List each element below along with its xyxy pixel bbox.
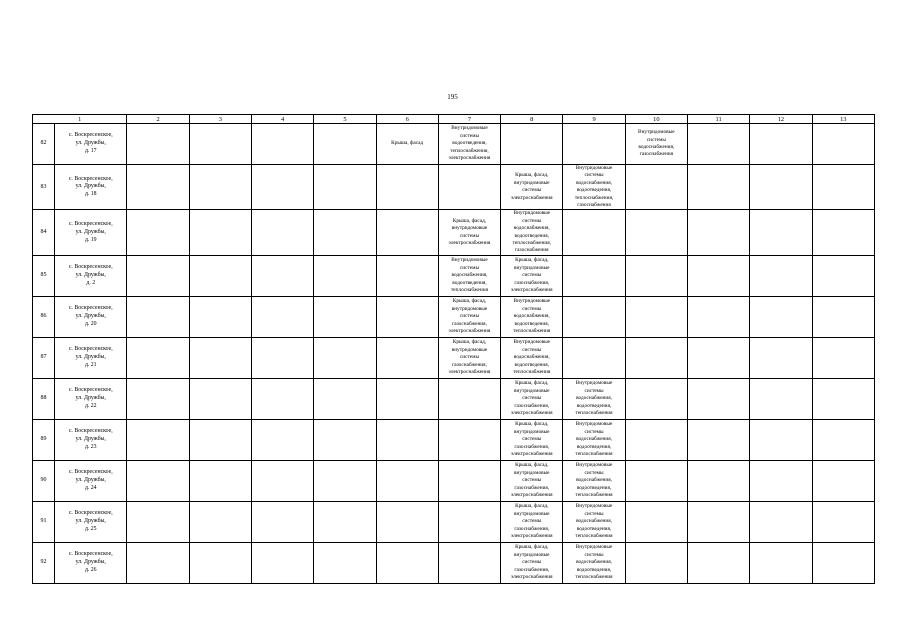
empty-cell — [687, 542, 749, 583]
column-header: 2 — [127, 115, 189, 124]
table-row — [33, 124, 875, 165]
row-number-cell: 84 — [33, 210, 55, 255]
work-cell — [376, 378, 438, 419]
work-cell — [563, 210, 625, 255]
empty-cell — [189, 165, 251, 210]
work-cell — [376, 337, 438, 378]
work-text: Внутридомовые системы водоснабжения, водоотведения, теплоснабжения, газоснабжения — [574, 165, 614, 209]
empty-cell — [750, 296, 812, 337]
address-cell — [55, 460, 127, 501]
empty-cell — [314, 378, 376, 419]
address-text: с. Воскресенское, ул. Дружбы, д. 18 — [68, 175, 113, 198]
empty-cell — [127, 124, 189, 165]
work-text: Крыша, фасад — [391, 140, 424, 147]
row-number-cell: 82 — [33, 124, 55, 165]
table-row — [33, 255, 875, 296]
work-text: Внутридомовые системы водоснабжения, водоотведения, теплоснабжения — [513, 298, 551, 334]
table-row — [33, 378, 875, 419]
page-number: 195 — [447, 93, 458, 101]
work-cell — [625, 501, 687, 542]
work-cell — [376, 165, 438, 210]
work-cell — [438, 542, 500, 583]
column-header: 1 — [33, 115, 127, 124]
empty-cell — [189, 501, 251, 542]
empty-cell — [687, 124, 749, 165]
empty-cell — [127, 210, 189, 255]
work-cell — [501, 296, 563, 337]
address-text: с. Воскресенское, ул. Дружбы, д. 22 — [68, 387, 113, 409]
table-row — [33, 337, 875, 378]
empty-cell — [314, 255, 376, 296]
work-cell — [376, 296, 438, 337]
work-cell — [438, 165, 500, 210]
work-text: Внутридомовые системы водоснабжения, водоотведения, теплоснабжения — [575, 544, 613, 580]
column-header: 11 — [687, 115, 749, 124]
table-row — [33, 460, 875, 501]
empty-cell — [750, 165, 812, 210]
table-row — [33, 501, 875, 542]
empty-cell — [189, 419, 251, 460]
address-cell — [55, 501, 127, 542]
work-text: Внутридомовые системы водоснабжения, водоотведения, теплоснабжения — [575, 421, 613, 457]
empty-cell — [750, 124, 812, 165]
row-number-cell: 88 — [33, 378, 55, 419]
work-cell — [501, 255, 563, 296]
empty-cell — [252, 501, 314, 542]
work-cell — [625, 419, 687, 460]
work-cell — [563, 255, 625, 296]
work-cell — [501, 542, 563, 583]
empty-cell — [189, 378, 251, 419]
empty-cell — [812, 210, 874, 255]
empty-cell — [687, 210, 749, 255]
empty-cell — [750, 337, 812, 378]
empty-cell — [687, 501, 749, 542]
work-text: Крыша, фасад, внутридомовые системы газоснабжения, электроснабжения — [510, 380, 553, 416]
work-cell — [563, 501, 625, 542]
empty-cell — [314, 542, 376, 583]
work-cell — [625, 210, 687, 255]
work-cell — [376, 501, 438, 542]
column-number-row — [33, 115, 875, 124]
address-text: с. Воскресенское, ул. Дружбы, д. 25 — [68, 510, 113, 532]
empty-cell — [252, 210, 314, 255]
work-text: Крыша, фасад, внутридомовые системы газоснабжения, электроснабжения — [510, 544, 553, 580]
address-text: с. Воскресенское, ул. Дружбы, д. 2 — [68, 264, 113, 286]
empty-cell — [314, 165, 376, 210]
work-text: Внутридомовые системы водоснабжения, водоотведения, теплоснабжения — [575, 380, 613, 416]
empty-cell — [812, 419, 874, 460]
empty-cell — [687, 255, 749, 296]
work-cell — [438, 210, 500, 255]
empty-cell — [812, 378, 874, 419]
column-header: 10 — [625, 115, 687, 124]
empty-cell — [189, 124, 251, 165]
address-text: с. Воскресенское, ул. Дружбы, д. 23 — [68, 428, 113, 450]
empty-cell — [127, 460, 189, 501]
work-cell — [625, 165, 687, 210]
empty-cell — [314, 337, 376, 378]
address-cell — [55, 124, 127, 165]
work-cell — [501, 378, 563, 419]
empty-cell — [314, 419, 376, 460]
row-number-cell: 85 — [33, 255, 55, 296]
address-cell — [55, 378, 127, 419]
empty-cell — [127, 337, 189, 378]
work-cell — [438, 378, 500, 419]
empty-cell — [750, 542, 812, 583]
column-header: 9 — [563, 115, 625, 124]
empty-cell — [252, 255, 314, 296]
empty-cell — [750, 501, 812, 542]
empty-cell — [252, 337, 314, 378]
empty-cell — [314, 296, 376, 337]
empty-cell — [127, 542, 189, 583]
work-cell — [438, 124, 500, 165]
empty-cell — [812, 501, 874, 542]
work-cell — [376, 255, 438, 296]
work-cell — [625, 337, 687, 378]
work-cell — [376, 419, 438, 460]
table-row — [33, 210, 875, 255]
column-header: 4 — [252, 115, 314, 124]
empty-cell — [314, 460, 376, 501]
work-cell — [376, 210, 438, 255]
address-cell — [55, 419, 127, 460]
address-cell — [55, 255, 127, 296]
address-cell — [55, 210, 127, 255]
address-cell — [55, 296, 127, 337]
work-cell — [563, 165, 625, 210]
empty-cell — [189, 337, 251, 378]
empty-cell — [750, 210, 812, 255]
work-cell — [438, 337, 500, 378]
column-header: 7 — [438, 115, 500, 124]
empty-cell — [127, 419, 189, 460]
empty-cell — [189, 210, 251, 255]
empty-cell — [127, 296, 189, 337]
work-cell — [625, 460, 687, 501]
work-cell — [625, 255, 687, 296]
work-cell — [438, 460, 500, 501]
work-text: Крыша, фасад, внутридомовые системы электроснабжения — [510, 172, 553, 201]
work-cell — [438, 419, 500, 460]
empty-cell — [189, 460, 251, 501]
work-text: Крыша, фасад, внутридомовые системы газоснабжения, электроснабжения — [510, 503, 553, 539]
work-cell — [563, 296, 625, 337]
work-cell — [438, 255, 500, 296]
row-number-cell: 89 — [33, 419, 55, 460]
row-number-cell: 86 — [33, 296, 55, 337]
empty-cell — [127, 501, 189, 542]
work-cell — [376, 460, 438, 501]
empty-cell — [812, 460, 874, 501]
work-text: Крыша, фасад, внутридомовые системы газоснабжения, электроснабжения — [448, 339, 491, 375]
empty-cell — [687, 460, 749, 501]
row-number-cell: 83 — [33, 165, 55, 210]
empty-cell — [687, 165, 749, 210]
empty-cell — [750, 460, 812, 501]
empty-cell — [812, 296, 874, 337]
column-header: 13 — [812, 115, 874, 124]
work-text: Крыша, фасад, внутридомовые системы газоснабжения, электроснабжения — [510, 257, 553, 293]
empty-cell — [687, 419, 749, 460]
empty-cell — [127, 255, 189, 296]
work-text: Внутридомовые системы водоснабжения, газоснабжения — [638, 129, 675, 158]
column-header: 3 — [189, 115, 251, 124]
empty-cell — [127, 378, 189, 419]
empty-cell — [314, 501, 376, 542]
column-header: 6 — [376, 115, 438, 124]
empty-cell — [750, 419, 812, 460]
work-text: Крыша, фасад, внутридомовые системы газоснабжения, электроснабжения — [510, 462, 553, 498]
work-cell — [625, 378, 687, 419]
work-cell — [376, 542, 438, 583]
empty-cell — [812, 542, 874, 583]
empty-cell — [314, 124, 376, 165]
empty-cell — [252, 542, 314, 583]
work-cell — [563, 542, 625, 583]
work-cell — [563, 337, 625, 378]
empty-cell — [252, 378, 314, 419]
empty-cell — [812, 337, 874, 378]
work-text: Крыша, фасад, внутридомовые системы электроснабжения — [448, 217, 491, 247]
column-header: 5 — [314, 115, 376, 124]
address-cell — [55, 337, 127, 378]
empty-cell — [812, 124, 874, 165]
empty-cell — [812, 165, 874, 210]
empty-cell — [127, 165, 189, 210]
work-cell — [563, 378, 625, 419]
work-text: Внутридомовые системы водоотведения, теплоснабжения, электроснабжения — [448, 125, 491, 162]
row-number-cell: 87 — [33, 337, 55, 378]
work-cell — [501, 501, 563, 542]
empty-cell — [314, 210, 376, 255]
empty-cell — [189, 296, 251, 337]
address-text: с. Воскресенское, ул. Дружбы, д. 17 — [68, 132, 113, 154]
table-row — [33, 542, 875, 583]
empty-cell — [687, 296, 749, 337]
work-cell — [625, 542, 687, 583]
table-row — [33, 165, 875, 210]
address-text: с. Воскресенское, ул. Дружбы, д. 21 — [68, 346, 113, 368]
empty-cell — [812, 255, 874, 296]
work-cell — [625, 124, 687, 165]
address-text: с. Воскресенское, ул. Дружбы, д. 19 — [68, 220, 113, 243]
work-cell — [501, 124, 563, 165]
work-cell — [501, 337, 563, 378]
empty-cell — [189, 255, 251, 296]
empty-cell — [750, 255, 812, 296]
empty-cell — [252, 165, 314, 210]
work-cell — [501, 165, 563, 210]
work-cell — [501, 460, 563, 501]
column-header: 8 — [501, 115, 563, 124]
column-header: 12 — [750, 115, 812, 124]
empty-cell — [750, 378, 812, 419]
empty-cell — [252, 124, 314, 165]
work-cell — [563, 460, 625, 501]
empty-cell — [252, 296, 314, 337]
address-text: с. Воскресенское, ул. Дружбы, д. 24 — [68, 469, 113, 491]
work-cell — [501, 210, 563, 255]
work-cell — [438, 501, 500, 542]
work-text: Внутридомовые системы водоснабжения, водоотведения, теплоснабжения — [575, 503, 613, 539]
empty-cell — [687, 378, 749, 419]
repair-schedule-table — [32, 114, 875, 584]
address-text: с. Воскресенское, ул. Дружбы, д. 20 — [68, 305, 113, 327]
row-number-cell: 91 — [33, 501, 55, 542]
work-cell — [563, 419, 625, 460]
work-text: Внутридомовые системы водоснабжения, водоотведения, теплоснабжения — [450, 257, 489, 293]
table-row — [33, 419, 875, 460]
address-cell — [55, 542, 127, 583]
work-cell — [563, 124, 625, 165]
work-text: Внутридомовые системы водоснабжения, водоотведения, теплоснабжения — [513, 339, 551, 375]
address-text: с. Воскресенское, ул. Дружбы, д. 26 — [68, 551, 113, 573]
address-cell — [55, 165, 127, 210]
work-cell — [438, 296, 500, 337]
work-text: Внутридомовые системы водоснабжения, водоотведения, теплоснабжения — [575, 462, 613, 498]
row-number-cell: 90 — [33, 460, 55, 501]
work-cell — [625, 296, 687, 337]
empty-cell — [687, 337, 749, 378]
work-text: Крыша, фасад, внутридомовые системы газоснабжения, электроснабжения — [448, 298, 491, 334]
work-text: Крыша, фасад, внутридомовые системы газоснабжения, электроснабжения — [510, 421, 553, 457]
work-cell — [501, 419, 563, 460]
empty-cell — [252, 460, 314, 501]
empty-cell — [252, 419, 314, 460]
work-cell — [376, 124, 438, 165]
row-number-cell: 92 — [33, 542, 55, 583]
empty-cell — [189, 542, 251, 583]
work-text: Внутридомовые системы водоснабжения, водоотведения, теплоснабжения, газоснабжения — [512, 210, 551, 254]
table-row — [33, 296, 875, 337]
